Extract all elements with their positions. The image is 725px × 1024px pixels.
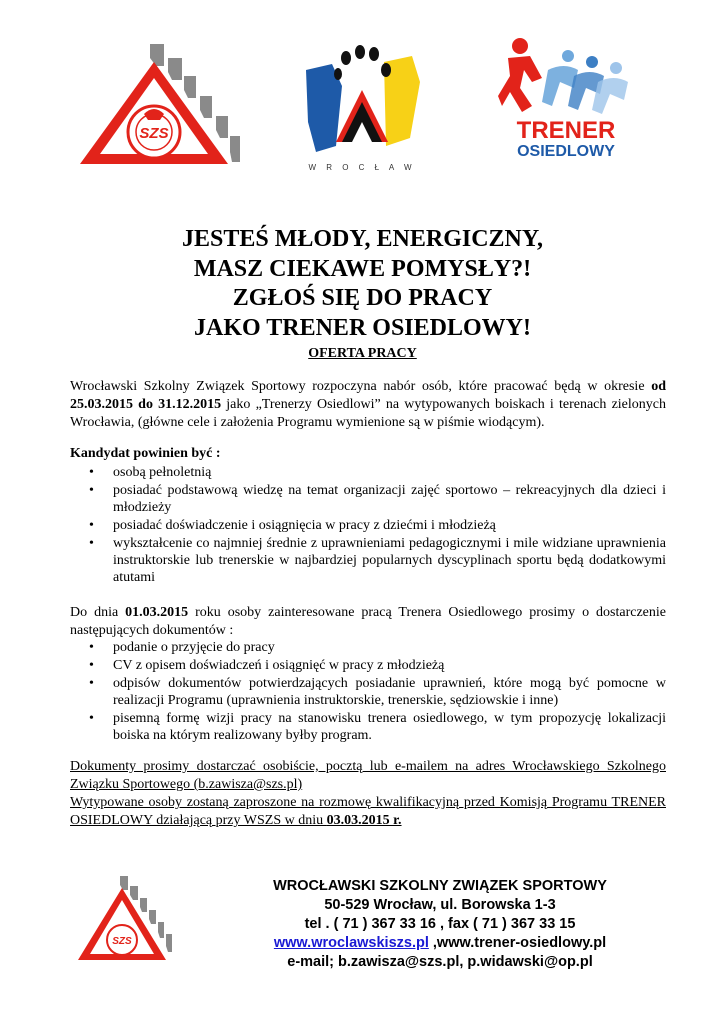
list-item-text: • osobą pełnoletnią	[113, 465, 212, 480]
list-item-text: • CV z opisem doświadczeń i osiągnięć w pracy z młodzieżą	[113, 658, 445, 673]
interview-text: Wytypowane osoby zostaną zaproszone na rozmowę kwalifikacyjną przed Komisją Programu TRENER OSIEDLOWY działającą przy WSZS w dniu	[70, 795, 666, 828]
wroclaw-logo	[302, 42, 424, 177]
list-item-text: • podanie o przyjęcie do pracy	[113, 640, 275, 655]
footer	[230, 877, 650, 972]
offer-heading: OFERTA PRACY	[308, 346, 417, 361]
trener-osiedlowy-logo	[498, 36, 636, 161]
title-line-2: MASZ CIEKAWE POMYSŁY?!	[193, 255, 532, 282]
trener-logo-line1: TRENER	[516, 117, 616, 144]
delivery-info: Dokumenty prosimy dostarczać osobiście, pocztą lub e-mailem na adres Wrocławskiego Szkolnego Związku Sportowego (b.zawisza@szs.pl)	[70, 759, 666, 792]
list-item	[70, 657, 666, 674]
interview-info	[70, 794, 666, 830]
szs-logo-text: SZS	[139, 125, 169, 142]
documents-intro-text-1: Do dnia	[70, 605, 126, 620]
title-line-3: ZGŁOŚ SIĘ DO PRACY	[232, 285, 493, 311]
footer-links	[230, 934, 650, 953]
title-line-4: JAKO TRENER OSIEDLOWY!	[194, 314, 531, 341]
list-item-text: • odpisów dokumentów potwierdzających posiadanie uprawnień, które mogą być pomocne w realizacji Programu (uprawnienia instruktorskie, trenerskie, sędziowskie i inne)	[113, 676, 666, 708]
list-item-text: • posiadać doświadczenie i osiągnięcia w pracy z dziećmi i młodzieżą	[113, 518, 496, 533]
wroclaw-logo-text: W R O C Ł A W	[308, 163, 416, 172]
list-item	[70, 710, 666, 744]
intro-text-2: jako „Trenerzy Osiedlowi” na wytypowanych boiskach i terenach zielonych Wrocławia, (główne cele i założenia Programu wymienione są w piśmie wiodącym).	[70, 397, 666, 430]
szs-logo-bottom-text: SZS	[112, 936, 132, 947]
list-item-text: • pisemną formę wizji pracy na stanowisku trenera osiedlowego, w tym propozycję lokalizacji boiska na którym realizowany byłby program.	[113, 711, 666, 743]
list-item	[70, 482, 666, 516]
footer-email: e-mail; b.zawisza@szs.pl, p.widawski@op.pl	[287, 954, 593, 970]
interview-date: 03.03.2015 r.	[326, 813, 402, 828]
documents-intro	[70, 604, 666, 640]
list-item-text: • wykształcenie co najmniej średnie z uprawnieniami pedagogicznymi i mile widziane uprawnienia instruktorskie lub trenerskie w najbardziej popularnych dyscyplinach sportu będą dodatkowymi atutami	[113, 536, 666, 585]
trener-logo-line2: OSIEDLOWY	[517, 143, 615, 160]
szs-logo-top	[72, 44, 242, 174]
intro-dates: od 25.03.2015 do 31.12.2015	[70, 379, 666, 412]
footer-org: WROCŁAWSKI SZKOLNY ZWIĄZEK SPORTOWY	[273, 878, 607, 894]
list-item-text: • posiadać podstawową wiedzę na temat organizacji zajęć sportowo – rekreacyjnych dla dzieci i młodzieży	[113, 483, 666, 515]
candidate-heading: Kandydat powinien być :	[70, 446, 221, 461]
intro-paragraph	[70, 378, 666, 432]
szs-logo-bottom	[74, 876, 174, 966]
candidate-list	[70, 464, 666, 587]
documents-date: 01.03.2015	[125, 605, 189, 620]
intro-text-1: Wrocławski Szkolny Związek Sportowy rozpoczyna nabór osób, które pracować będą w okresie	[70, 379, 652, 394]
list-item	[70, 639, 666, 656]
documents-list	[70, 639, 666, 745]
footer-address: 50-529 Wrocław, ul. Borowska 1-3	[324, 897, 556, 913]
list-item	[70, 535, 666, 586]
title-line-1: JESTEŚ MŁODY, ENERGICZNY,	[182, 226, 543, 252]
list-item	[70, 517, 666, 534]
list-item	[70, 464, 666, 481]
footer-link-rest: ,www.trener-osiedlowy.pl	[428, 935, 607, 951]
documents-intro-text-2: roku osoby zainteresowane pracą Trenera Osiedlowego prosimy o dostarczenie następujących dokumentów :	[70, 605, 666, 638]
website-link[interactable]: www.wroclawskiszs.pl	[273, 935, 429, 951]
footer-phone: tel . ( 71 ) 367 33 16 , fax ( 71 ) 367 33 15	[304, 916, 576, 932]
list-item	[70, 675, 666, 709]
page-title	[0, 225, 725, 343]
